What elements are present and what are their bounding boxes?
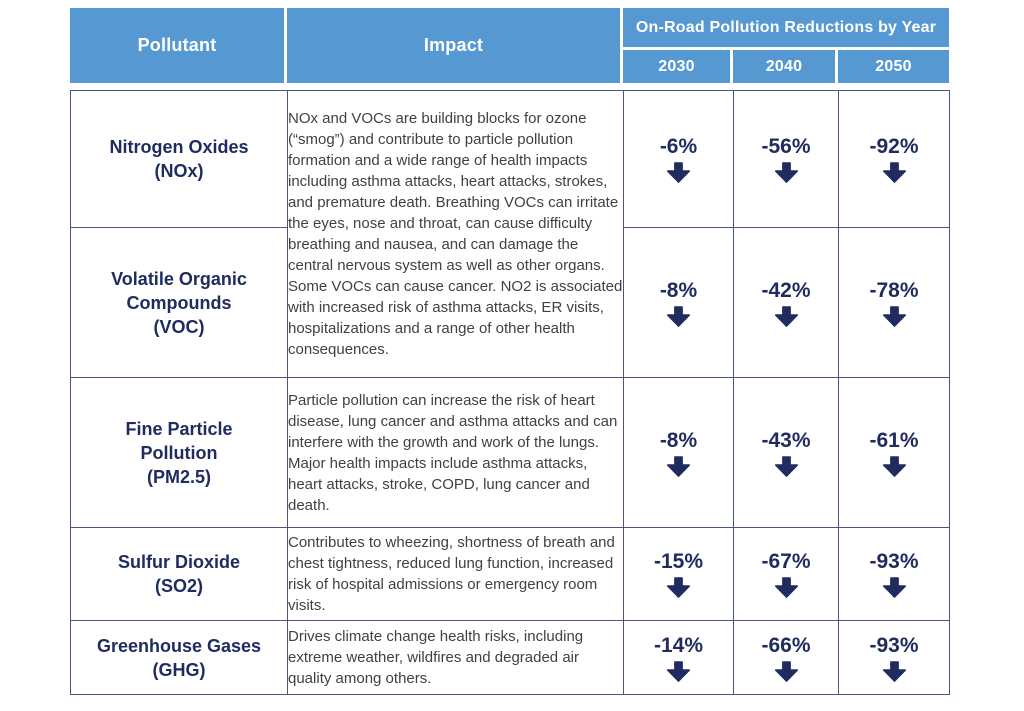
header-cell-reductions-title — [623, 8, 949, 50]
header-cell-year-2030 — [623, 50, 733, 83]
down-arrow-icon — [774, 456, 799, 477]
pollutant-name-text: Sulfur Dioxide — [117, 552, 240, 572]
value-cell-nox-2050 — [839, 91, 950, 228]
reduction-value: -66% — [761, 633, 811, 657]
table-row-ghg — [71, 621, 950, 695]
value-cell-so2-2040 — [734, 528, 839, 621]
reduction-value: -8% — [659, 278, 698, 302]
reduction-value: -6% — [659, 135, 698, 158]
down-arrow-icon — [882, 306, 907, 327]
impact-cell-pm25 — [288, 378, 624, 528]
reduction-value: -92% — [869, 135, 919, 158]
pollutant-abbr: (VOC) — [153, 316, 205, 337]
down-arrow-icon — [666, 306, 691, 327]
pollutant-abbr: (GHG) — [152, 659, 206, 680]
pollutant-cell-nox — [71, 91, 288, 228]
down-arrow-icon — [882, 577, 907, 598]
pollutant-name — [87, 417, 272, 489]
table-header — [70, 8, 949, 83]
down-arrow-icon — [666, 661, 691, 682]
reduction-value: -93% — [869, 633, 919, 657]
impact-cell-ghg — [288, 621, 624, 695]
value-cell-nox-2030 — [624, 91, 734, 228]
down-arrow-icon — [774, 162, 799, 183]
year-label: 2050 — [875, 57, 912, 75]
reduction-value: -93% — [869, 550, 919, 573]
down-arrow-icon — [774, 577, 799, 598]
pollutant-cell-voc — [71, 228, 288, 378]
value-cell-pm25-2050 — [839, 378, 950, 528]
reduction-value: -43% — [761, 428, 811, 452]
pollutant-cell-so2 — [71, 528, 288, 621]
year-label: 2040 — [765, 57, 803, 75]
impact-cell-so2 — [288, 528, 624, 621]
pollutant-abbr: (SO2) — [154, 576, 203, 596]
pollutant-cell-ghg — [71, 621, 288, 695]
value-cell-so2-2030 — [624, 528, 734, 621]
down-arrow-icon — [882, 661, 907, 682]
pollutant-name-text: Greenhouse Gases — [96, 635, 262, 656]
value-cell-voc-2030 — [624, 228, 734, 378]
year-label: 2030 — [658, 57, 695, 75]
down-arrow-icon — [666, 577, 691, 598]
reduction-value: -8% — [659, 428, 698, 452]
header-cell-year-2050 — [838, 50, 949, 83]
pollutant-abbr: (NOx) — [154, 161, 204, 181]
reduction-value: -56% — [761, 135, 811, 158]
header-pollutant-label: Pollutant — [137, 35, 217, 55]
reduction-value: -42% — [761, 278, 811, 302]
value-cell-nox-2040 — [734, 91, 839, 228]
down-arrow-icon — [666, 162, 691, 183]
header-cell-pollutant — [70, 8, 287, 83]
down-arrow-icon — [882, 456, 907, 477]
impact-text: Drives climate change health risks, including extreme weather, wildfires and degraded air quality among others. — [288, 628, 584, 687]
pollutant-name — [87, 550, 272, 598]
pollution-reductions-table — [70, 8, 949, 695]
value-cell-so2-2050 — [839, 528, 950, 621]
pollutant-name-text: Nitrogen Oxides — [109, 137, 249, 157]
value-cell-pm25-2030 — [624, 378, 734, 528]
value-cell-pm25-2040 — [734, 378, 839, 528]
header-impact-label: Impact — [423, 35, 484, 55]
pollutant-abbr: (PM2.5) — [146, 466, 211, 487]
down-arrow-icon — [666, 456, 691, 477]
reduction-value: -78% — [869, 278, 919, 302]
header-cell-impact — [287, 8, 623, 83]
pollutant-name — [87, 267, 272, 339]
impact-text: Particle pollution can increase the risk of heart disease, lung cancer and asthma attacks and can interfere with the growth and work of the lungs. Major health impacts include asthma attacks, heart attacks, stroke, COPD, lung cancer and death. — [288, 391, 618, 514]
pollutant-name — [87, 135, 272, 183]
value-cell-voc-2040 — [734, 228, 839, 378]
down-arrow-icon — [774, 661, 799, 682]
pollutant-name-text: Volatile Organic Compounds — [111, 268, 247, 313]
table-body — [70, 90, 950, 695]
impact-text: Contributes to wheezing, shortness of breath and chest tightness, reduced lung function, increased risk of hospital admissions or emergency room visits. — [288, 534, 615, 614]
value-cell-voc-2050 — [839, 228, 950, 378]
table-row-pm25 — [71, 378, 950, 528]
header-reductions-title: On-Road Pollution Reductions by Year — [635, 18, 937, 36]
impact-cell-nox-voc — [288, 91, 624, 378]
value-cell-ghg-2040 — [734, 621, 839, 695]
impact-text: NOx and VOCs are building blocks for ozone (“smog”) and contribute to particle pollution formation and a wide range of health impacts including asthma attacks, heart attacks, strokes, and premature death. Breathing VOCs can irritate the eyes, nose and throat, can cause difficulty breathing and nausea, and can damage the central nervous system as well as other organs. Some VOCs can cause cancer. NO2 is associated with increased risk of asthma attacks, ER visits, hospitalizations and a range of other health consequences. — [288, 110, 623, 358]
reduction-value: -61% — [869, 428, 919, 452]
down-arrow-icon — [774, 306, 799, 327]
table-row-so2 — [71, 528, 950, 621]
table-row-nox — [71, 91, 950, 228]
value-cell-ghg-2050 — [839, 621, 950, 695]
pollutant-name — [87, 634, 272, 682]
reduction-value: -67% — [761, 550, 811, 573]
reduction-value: -14% — [653, 633, 704, 657]
header-cell-year-2040 — [733, 50, 838, 83]
pollutant-cell-pm25 — [71, 378, 288, 528]
pollutant-name-text: Fine Particle Pollution — [125, 418, 233, 463]
value-cell-ghg-2030 — [624, 621, 734, 695]
reduction-value: -15% — [653, 550, 704, 573]
down-arrow-icon — [882, 162, 907, 183]
